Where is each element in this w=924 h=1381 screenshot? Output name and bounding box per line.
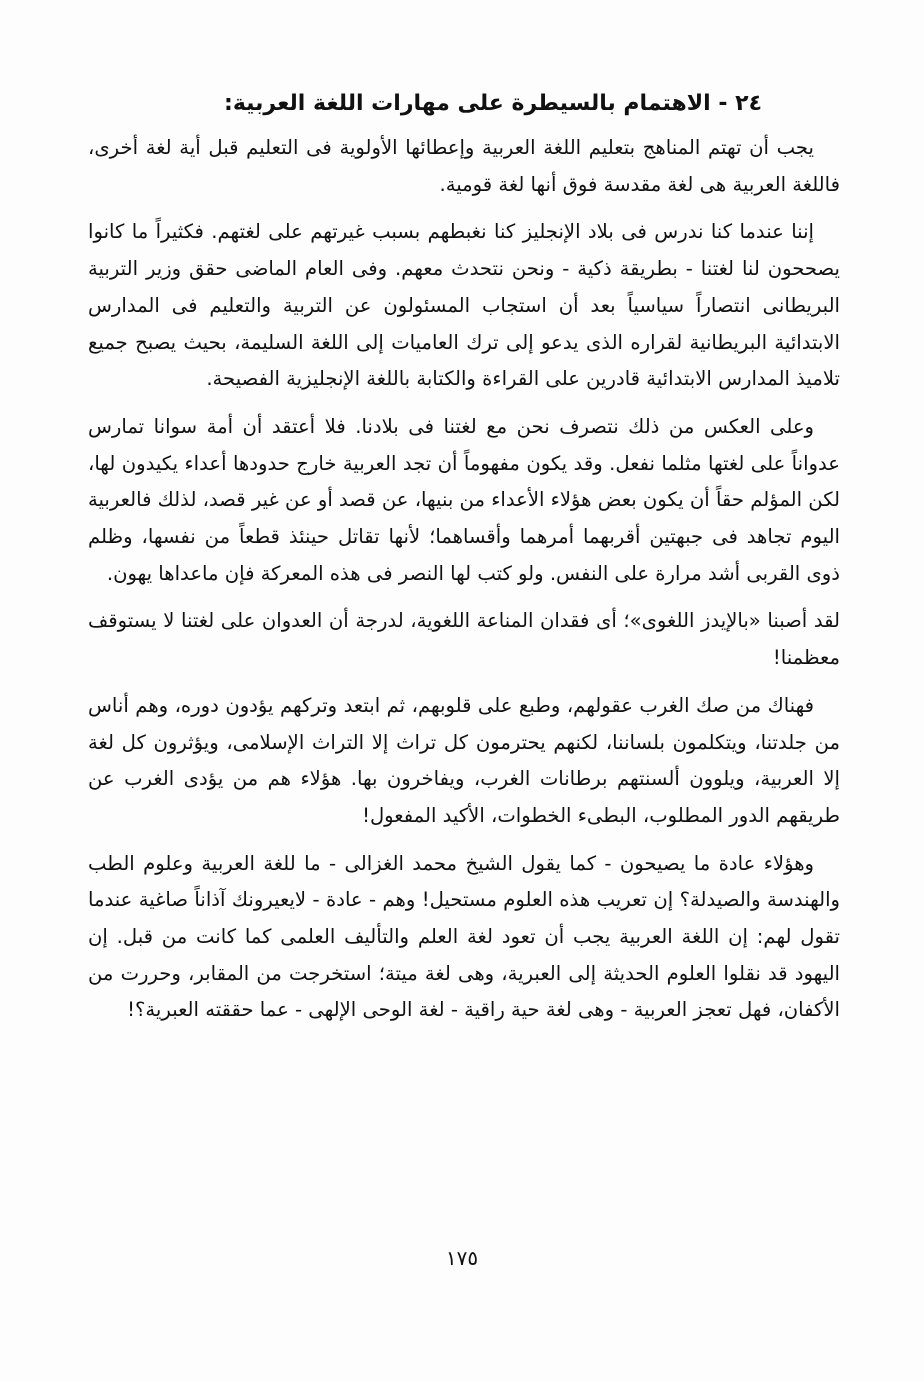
paragraph-5: فهناك من صك الغرب عقولهم، وطبع على قلوبهم، ثم ابتعد وتركهم يؤدون دوره، وهم أناس من جلدتنا، ويتكلمون بلساننا، لكنهم يحترمون كل تراث إلا التراث الإسلامى، ويؤثرون كل لغة إلا العربية، ويلوون ألسنتهم برطانات الغرب، ويفاخرون بها. هؤلاء هم من يؤدى الغرب عن طريقهم الدور المطلوب، البطىء الخطوات، الأكيد المفعول!: [88, 693, 840, 827]
page-number: ١٧٥: [445, 1246, 479, 1270]
paragraph-2: إننا عندما كنا ندرس فى بلاد الإنجليز كنا نغبطهم بسبب غيرتهم على لغتهم. فكثيراً ما كانوا يصححون لنا لغتنا - بطريقة ذكية - ونحن نتحدث معهم. وفى العام الماضى حقق وزير التربية البريطانى انتصاراً سياسياً بعد أن استجاب المسئولون عن التربية والتعليم فى المدارس الابتدائية البريطانية لقراره الذى يدعو إلى ترك العاميات إلى اللغة السليمة، بحيث يصبح جميع تلاميذ المدارس الابتدائية قادرين على القراءة والكتابة باللغة الإنجليزية الفصيحة.: [88, 220, 840, 391]
section-heading: ٢٤ - الاهتمام بالسيطرة على مهارات اللغة العربية:: [224, 91, 762, 116]
page-content: [88, 86, 840, 1040]
paragraph-1: يجب أن تهتم المناهج بتعليم اللغة العربية وإعطائها الأولوية فى التعليم قبل أية لغة أخرى، فاللغة العربية هى لغة مقدسة فوق أنها لغة قومية.: [88, 136, 840, 196]
paragraph-4: لقد أصبنا «بالإيدز اللغوى»؛ أى فقدان المناعة اللغوية، لدرجة أن العدوان على لغتنا لا يستوقف معظمنا!: [88, 609, 840, 670]
paragraph-3: وعلى العكس من ذلك نتصرف نحن مع لغتنا فى بلادنا. فلا أعتقد أن أمة سوانا تمارس عدواناً على لغتها مثلما نفعل. وقد يكون مفهوماً أن تجد العربية خارج حدودها أعداء يكيدون لها، لكن المؤلم حقاً أن يكون بعض هؤلاء الأعداء من بنيها، عن قصد أو عن غير قصد، لذلك فالعربية اليوم تجاهد فى جبهتين أقربهما أمرهما وأقساهما؛ لأنها تقاتل حينئذ قطعاً من نفسها، وظلم ذوى القربى أشد مرارة على النفس. ولو كتب لها النصر فى هذه المعركة فإن ماعداها يهون.: [88, 414, 840, 585]
paragraph-6: وهؤلاء عادة ما يصيحون - كما يقول الشيخ محمد الغزالى - ما للغة العربية وعلوم الطب والهندسة والصيدلة؟ إن تعريب هذه العلوم مستحيل! وهم - عادة - لايعيرونك آذاناً صاغية عندما تقول لهم: إن اللغة العربية يجب أن تعود لغة العلم والتأليف العلمى كما كانت من قبل. إن اليهود قد نقلوا العلوم الحديثة إلى العبرية، وهى لغة ميتة؛ استخرجت من المقابر، وحررت من الأكفان، فهل تعجز العربية - وهى لغة حية راقية - لغة الوحى الإلهى - عما حققته العبرية؟!: [88, 851, 840, 1022]
